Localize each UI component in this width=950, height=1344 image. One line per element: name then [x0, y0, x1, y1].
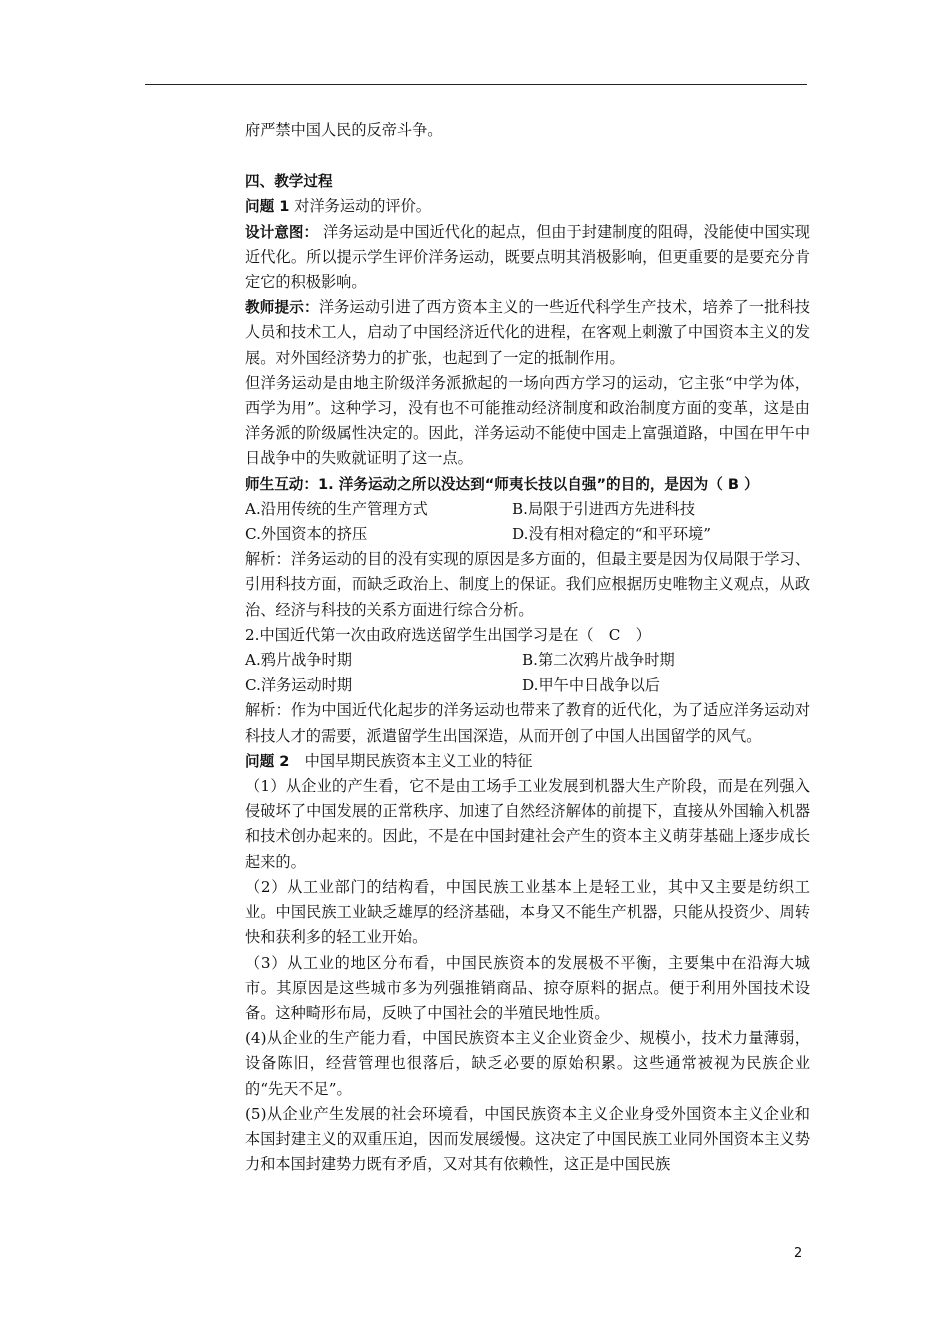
feature-point-5: (5)从企业产生发展的社会环境看，中国民族资本主义企业身受外国资本主义企业和本国封建主义的双重压迫，因而发展缓慢。这决定了中国民族工业同外国资本主义势力和本国封建势力既有矛盾，又对其有依赖性，这正是中国民族	[245, 1104, 810, 1174]
option-d: D.没有相对稳定的“和平环境”	[512, 525, 712, 544]
teacher-hint-label: 教师提示：	[245, 299, 319, 317]
question-1-label: 问题 1	[245, 198, 290, 216]
interaction-question-1: 师生互动：1. 洋务运动之所以没达到“师夷长技以自强”的目的，是因为（ B ）	[245, 475, 759, 493]
feature-point-3: （3）从工业的地区分布看，中国民族资本的发展极不平衡，主要集中在沿海大城市。其原因是这些城市多为列强推销商品、掠夺原料的据点。便于利用外国技术设备。这种畸形布局，反映了中国社会的半殖民地性质。	[245, 953, 810, 1022]
option-b: B.局限于引进西方先进科技	[512, 499, 696, 518]
section-heading: 四、教学过程	[245, 173, 333, 191]
teacher-hint-continued: 但洋务运动是由地主阶级洋务派掀起的一场向西方学习的运动，它主张“中学为体，西学为用”。这种学习，没有也不可能推动经济制度和政治制度方面的变革，这是由洋务派的阶级属性决定的。因此，洋务运动不能使中国走上富强道路，中国在甲午中日战争中的失败就证明了这一点。	[245, 373, 810, 468]
option-d: D.甲午中日战争以后	[522, 676, 660, 695]
header-rule	[145, 84, 807, 85]
interaction-question-2: 2.中国近代第一次由政府选送留学生出国学习是在（ C ）	[245, 625, 651, 644]
design-intent-label: 设计意图：	[245, 223, 319, 241]
option-a: A.沿用传统的生产管理方式	[245, 499, 428, 518]
feature-point-4: (4)从企业的生产能力看，中国民族资本主义企业资金少、规模小，技术力量薄弱，设备陈旧，经营管理也很落后，缺乏必要的原始积累。这些通常被视为民族企业的“先天不足”。	[245, 1029, 810, 1098]
document-body	[245, 118, 810, 1177]
question-2-title: 问题 2 中国早期民族资本主义工业的特征	[245, 751, 533, 770]
page-number: 2	[794, 1246, 803, 1261]
analysis-2: 解析：作为中国近代化起步的洋务运动也带来了教育的近代化，为了适应洋务运动对科技人才的需要，派遣留学生出国深造，从而开创了中国人出国留学的风气。	[245, 701, 810, 745]
carry-over-text: 府严禁中国人民的反帝斗争。	[245, 121, 443, 139]
feature-point-1: （1）从企业的产生看，它不是由工场手工业发展到机器大生产阶段，而是在列强入侵破坏了中国发展的正常秩序、加速了自然经济解体的前提下，直接从外国输入机器和技术创办起来的。因此，不是在中国封建社会产生的资本主义萌芽基础上逐步成长起来的。	[245, 777, 810, 871]
option-a: A.鸦片战争时期	[245, 651, 352, 670]
feature-point-2: （2）从工业部门的结构看，中国民族工业基本上是轻工业，其中又主要是纺织工业。中国民族工业缺乏雄厚的经济基础，本身又不能生产机器，只能从投资少、周转快和获利多的轻工业开始。	[245, 877, 810, 947]
spacer	[245, 143, 810, 169]
question-1-title: 问题 1 对洋务运动的评价。	[245, 197, 431, 216]
options-row-2	[245, 522, 810, 547]
option-c: C.外国资本的挤压	[245, 525, 368, 544]
analysis-1: 解析：洋务运动的目的没有实现的原因是多方面的，但最主要是因为仅局限于学习、引用科技方面，而缺乏政治上、制度上的保证。我们应根据历史唯物主义观点，从政治、经济与科技的关系方面进行综合分析。	[245, 550, 810, 619]
teacher-hint: 教师提示：洋务运动引进了西方资本主义的一些近代科学生产技术，培养了一批科技人员和技术工人，启动了中国经济近代化的进程，在客观上刺激了中国资本主义的发展。对外国经济势力的扩张，也起到了一定的抵制作用。	[245, 298, 810, 367]
options-row-1	[245, 497, 810, 522]
options-row-4	[245, 673, 810, 698]
design-intent: 设计意图： 洋务运动是中国近代化的起点，但由于封建制度的阻碍，没能使中国实现近代化。所以提示学生评价洋务运动，既要点明其消极影响，但更重要的是要充分肯定它的积极影响。	[245, 222, 810, 292]
options-row-3	[245, 648, 810, 673]
interaction-label: 师生互动：	[245, 475, 318, 493]
option-c: C.洋务运动时期	[245, 676, 353, 695]
option-b: B.第二次鸦片战争时期	[522, 651, 675, 670]
question-2-label: 问题 2	[245, 752, 290, 770]
